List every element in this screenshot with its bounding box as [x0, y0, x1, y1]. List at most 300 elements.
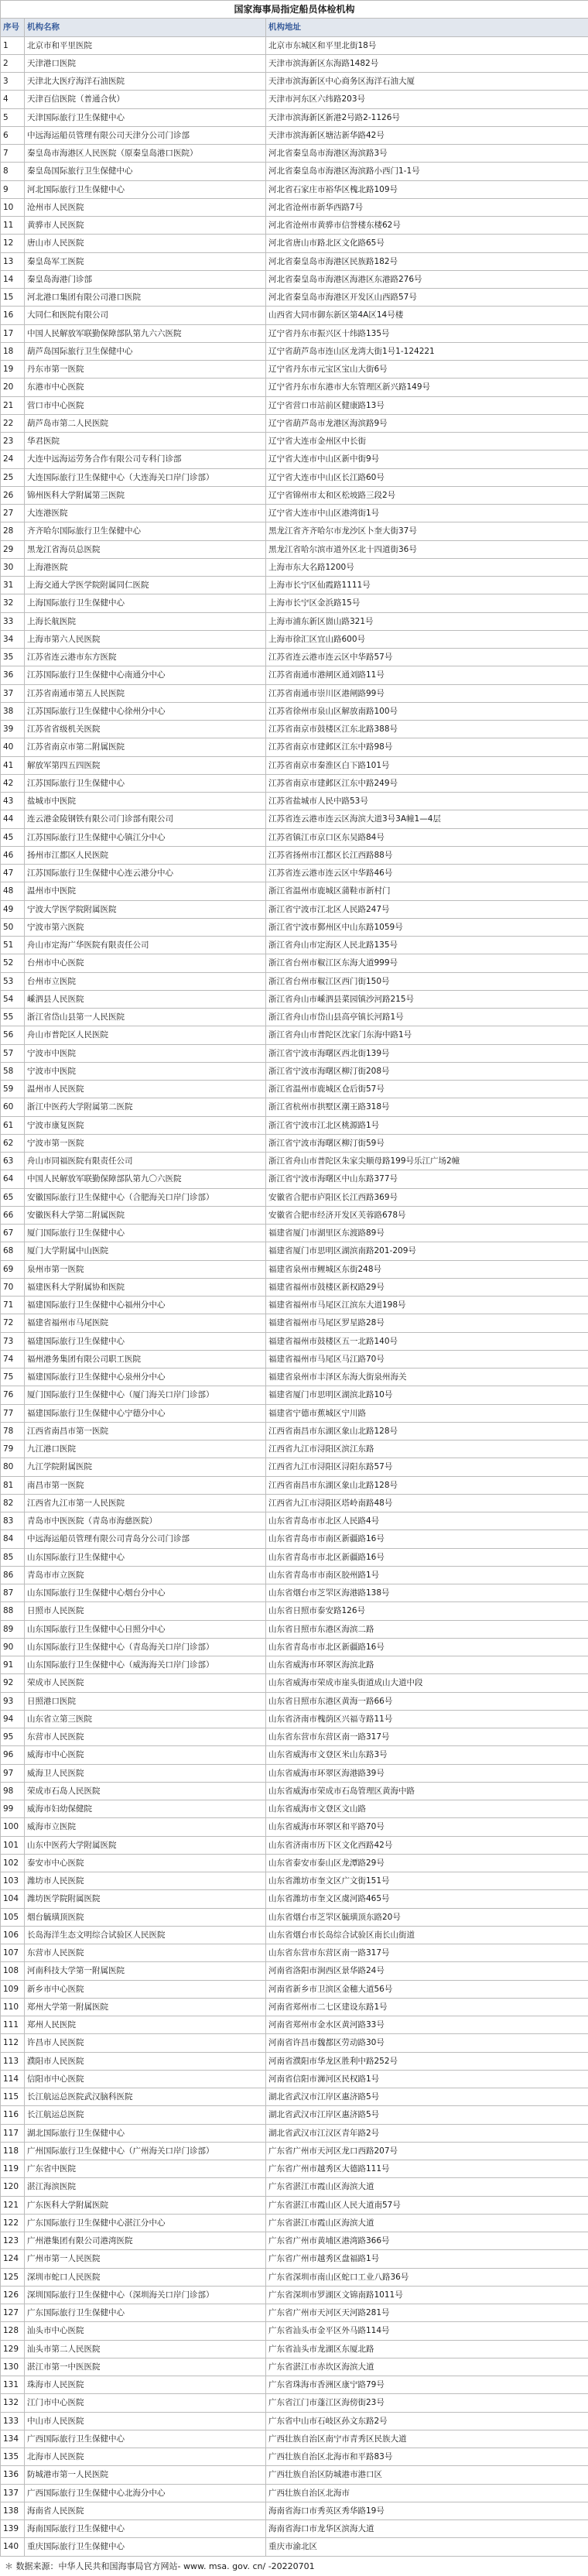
- cell-address: 浙江省宁波市海曙区西北街139号: [266, 1044, 588, 1062]
- cell-no: 94: [1, 1710, 25, 1728]
- cell-address: 山东省青岛市市北区新疆路16号: [266, 1638, 588, 1656]
- cell-address: 山东省威海市文登区米山东路3号: [266, 1746, 588, 1764]
- cell-address: 辽宁省锦州市太和区松坡路三段2号: [266, 486, 588, 504]
- table-row: [1, 126, 588, 144]
- cell-address: 河南省许昌市魏都区劳动路30号: [266, 2034, 588, 2052]
- cell-address: 广东省深圳市南山区蛇口工业八路36号: [266, 2268, 588, 2286]
- cell-name: 河北国际旅行卫生保健中心: [25, 180, 266, 198]
- table-row: [1, 2034, 588, 2052]
- cell-name: 大连中远海运劳务合作有限公司专科门诊部: [25, 450, 266, 468]
- cell-address: 山东省日照市东港区海滨二路: [266, 1620, 588, 1638]
- cell-name: 上海交通大学医学院附属同仁医院: [25, 577, 266, 594]
- cell-no: 28: [1, 522, 25, 540]
- cell-name: 广东医科大学附属医院: [25, 2196, 266, 2214]
- table-row: [1, 163, 588, 180]
- cell-name: 郑州大学第一附属医院: [25, 1998, 266, 2016]
- table-row: [1, 1674, 588, 1692]
- cell-address: 浙江省台州市椒江区东海大道999号: [266, 954, 588, 972]
- cell-name: 山东国际旅行卫生保健中心: [25, 1548, 266, 1566]
- table-row: [1, 1332, 588, 1350]
- cell-name: 福建国际旅行卫生保健中心: [25, 1332, 266, 1350]
- table-row: [1, 1170, 588, 1188]
- cell-name: 台州市中心医院: [25, 954, 266, 972]
- table-row: [1, 1728, 588, 1746]
- cell-no: 123: [1, 2232, 25, 2250]
- cell-no: 17: [1, 324, 25, 342]
- cell-name: 安徽国际旅行卫生保健中心（合肥海关口岸门诊部）: [25, 1188, 266, 1206]
- cell-no: 125: [1, 2268, 25, 2286]
- cell-name: 秦皇岛军工医院: [25, 252, 266, 270]
- cell-no: 90: [1, 1638, 25, 1656]
- cell-name: 丹东市第一医院: [25, 361, 266, 379]
- table-row: [1, 810, 588, 828]
- cell-no: 85: [1, 1548, 25, 1566]
- cell-name: 日照港口医院: [25, 1692, 266, 1710]
- table-row: [1, 1800, 588, 1818]
- cell-address: 山东省东营市东营区南一路317号: [266, 1728, 588, 1746]
- cell-address: 广西壮族自治区北海市: [266, 2484, 588, 2502]
- table-row: [1, 612, 588, 630]
- source-note: ＊ 数据来源：中华人民共和国海事局官方网站- www. msa. gov. cn/ -20220701: [0, 2557, 588, 2576]
- table-row: [1, 1386, 588, 1404]
- table-row: [1, 1116, 588, 1134]
- cell-name: 天津百信医院（普通合伙）: [25, 91, 266, 108]
- cell-address: 广东省湛江市赤坎区海滨大道: [266, 2358, 588, 2376]
- table-row: [1, 54, 588, 72]
- cell-address: 福建省福州市马尾区马江路70号: [266, 1350, 588, 1368]
- cell-address: 广东省广州市天河区龙口西路207号: [266, 2142, 588, 2160]
- cell-no: 4: [1, 91, 25, 108]
- table-row: [1, 2178, 588, 2196]
- cell-address: 重庆市渝北区: [266, 2538, 588, 2556]
- cell-address: 山东省青岛市市南区新疆路16号: [266, 1530, 588, 1548]
- cell-address: 山东省日照市东港区黄海一路66号: [266, 1692, 588, 1710]
- cell-no: 67: [1, 1225, 25, 1242]
- table-row: [1, 1980, 588, 1998]
- table-row: [1, 2538, 588, 2556]
- cell-no: 43: [1, 793, 25, 810]
- table-row: [1, 1476, 588, 1494]
- cell-name: 葫芦岛市第二人民医院: [25, 414, 266, 432]
- cell-no: 80: [1, 1458, 25, 1476]
- cell-name: 上海国际旅行卫生保健中心: [25, 594, 266, 612]
- cell-no: 46: [1, 846, 25, 864]
- table-row: [1, 918, 588, 936]
- cell-name: 汕头市第二人民医院: [25, 2340, 266, 2358]
- cell-address: 江苏省南京市建邺区江东中路249号: [266, 774, 588, 792]
- table-row: [1, 1225, 588, 1242]
- cell-name: 厦门大学附属中山医院: [25, 1242, 266, 1260]
- table-row: [1, 361, 588, 379]
- cell-name: 威海市妇幼保健院: [25, 1800, 266, 1818]
- cell-address: 江西省九江市浔阳区塔岭南路48号: [266, 1494, 588, 1512]
- cell-name: 河北港口集团有限公司港口医院: [25, 289, 266, 307]
- table-row: [1, 235, 588, 252]
- cell-name: 威海市中心医院: [25, 1746, 266, 1764]
- cell-name: 上海长航医院: [25, 612, 266, 630]
- table-row: [1, 2322, 588, 2340]
- table-row: [1, 1854, 588, 1872]
- cell-name: 江苏省南通市第五人民医院: [25, 684, 266, 702]
- cell-address: 广东省深圳市罗湖区文锦南路1011号: [266, 2286, 588, 2304]
- cell-address: 广东省湛江市霞山区海滨大道: [266, 2178, 588, 2196]
- cell-name: 江苏国际旅行卫生保健中心连云港分中心: [25, 865, 266, 882]
- table-row: [1, 1584, 588, 1602]
- cell-no: 49: [1, 900, 25, 918]
- cell-address: 江西省南昌市东湖区象山北路128号: [266, 1422, 588, 1440]
- table-row: [1, 1494, 588, 1512]
- cell-address: 黑龙江省哈尔滨市道外区北十四道街36号: [266, 540, 588, 558]
- cell-no: 51: [1, 937, 25, 954]
- cell-address: 天津市河东区六纬路203号: [266, 91, 588, 108]
- cell-address: 山东省威海市环翠区海滨北路: [266, 1656, 588, 1674]
- table-row: [1, 1260, 588, 1278]
- table-row: [1, 1009, 588, 1026]
- cell-no: 93: [1, 1692, 25, 1710]
- table-row: [1, 522, 588, 540]
- cell-name: 福建国际旅行卫生保健中心福州分中心: [25, 1297, 266, 1314]
- cell-no: 79: [1, 1440, 25, 1458]
- cell-no: 33: [1, 612, 25, 630]
- table-row: [1, 2520, 588, 2538]
- cell-address: 广西壮族自治区防城港市港口区: [266, 2466, 588, 2484]
- cell-address: 海南省海口市龙华区滨海大道: [266, 2520, 588, 2538]
- cell-name: 九江学院附属医院: [25, 1458, 266, 1476]
- cell-name: 福建国际旅行卫生保健中心宁德分中心: [25, 1404, 266, 1422]
- cell-address: 山东省潍坊市奎文区广文街151号: [266, 1872, 588, 1890]
- cell-no: 133: [1, 2412, 25, 2430]
- cell-name: 威海市立医院: [25, 1818, 266, 1836]
- table-row: [1, 1098, 588, 1116]
- table-row: [1, 1206, 588, 1224]
- cell-name: 中山市人民医院: [25, 2412, 266, 2430]
- table-row: [1, 433, 588, 450]
- cell-address: 福建省福州市马尾区江滨东大道198号: [266, 1297, 588, 1314]
- cell-no: 5: [1, 108, 25, 126]
- cell-address: 河北省秦皇岛市海港区海港区东港路276号: [266, 270, 588, 288]
- cell-name: 温州市中医院: [25, 882, 266, 900]
- cell-address: 广东省江门市蓬江区海傍街23号: [266, 2394, 588, 2412]
- cell-address: 辽宁省丹东市振兴区十纬路135号: [266, 324, 588, 342]
- cell-address: 河北省唐山市路北区文化路65号: [266, 235, 588, 252]
- table-row: [1, 972, 588, 990]
- cell-name: 九江港口医院: [25, 1440, 266, 1458]
- cell-name: 安徽医科大学第二附属医院: [25, 1206, 266, 1224]
- cell-address: 山东省泰安市泰山区龙潭路29号: [266, 1854, 588, 1872]
- cell-no: 3: [1, 73, 25, 91]
- table-row: [1, 2124, 588, 2142]
- cell-address: 湖北省武汉市江岸区惠济路5号: [266, 2088, 588, 2106]
- cell-no: 35: [1, 649, 25, 666]
- cell-address: 河南省洛阳市涧西区景华路24号: [266, 1962, 588, 1980]
- cell-address: 河北省石家庄市裕华区槐北路109号: [266, 180, 588, 198]
- cell-no: 24: [1, 450, 25, 468]
- table-row: [1, 1926, 588, 1944]
- cell-no: 107: [1, 1944, 25, 1962]
- cell-name: 深圳市蛇口人民医院: [25, 2268, 266, 2286]
- cell-address: 上海市东大名路1200号: [266, 558, 588, 576]
- cell-no: 7: [1, 145, 25, 163]
- cell-name: 福建医科大学附属协和医院: [25, 1278, 266, 1296]
- table-row: [1, 2268, 588, 2286]
- cell-address: 广西壮族自治区南宁市青秀区民族大道: [266, 2430, 588, 2448]
- cell-name: 新乡市中心医院: [25, 1980, 266, 1998]
- cell-no: 18: [1, 342, 25, 360]
- table-row: [1, 721, 588, 738]
- table-row: [1, 289, 588, 307]
- cell-no: 83: [1, 1512, 25, 1530]
- cell-address: 辽宁省营口市站前区健康路13号: [266, 396, 588, 414]
- cell-name: 扬州市江都区人民医院: [25, 846, 266, 864]
- header-address: 机构地址: [266, 19, 588, 36]
- cell-name: 江苏省南京市第二附属医院: [25, 738, 266, 756]
- cell-address: 河北省秦皇岛市海港区开发区山西路57号: [266, 289, 588, 307]
- cell-name: 长江航运总医院: [25, 2106, 266, 2124]
- table-row: [1, 954, 588, 972]
- cell-no: 78: [1, 1422, 25, 1440]
- cell-no: 97: [1, 1764, 25, 1782]
- table-row: [1, 2358, 588, 2376]
- cell-no: 105: [1, 1908, 25, 1926]
- cell-no: 134: [1, 2430, 25, 2448]
- cell-address: 福建省泉州市丰泽区东海大街泉州海关: [266, 1368, 588, 1386]
- table-row: [1, 774, 588, 792]
- table-row: [1, 396, 588, 414]
- cell-address: 上海市徐汇区宜山路600号: [266, 630, 588, 648]
- cell-no: 65: [1, 1188, 25, 1206]
- cell-name: 广州市第一人民医院: [25, 2250, 266, 2268]
- table-row: [1, 2502, 588, 2519]
- cell-name: 山东中医药大学附属医院: [25, 1836, 266, 1854]
- cell-no: 72: [1, 1314, 25, 1332]
- cell-address: 浙江省宁波市江北区桃源路1号: [266, 1116, 588, 1134]
- cell-name: 东营市人民医院: [25, 1944, 266, 1962]
- table-row: [1, 91, 588, 108]
- cell-name: 北海市人民医院: [25, 2448, 266, 2466]
- cell-address: 福建省福州市马尾区罗星路28号: [266, 1314, 588, 1332]
- cell-no: 70: [1, 1278, 25, 1296]
- cell-name: 日照市人民医院: [25, 1602, 266, 1620]
- cell-address: 辽宁省葫芦岛市龙港区海滨路9号: [266, 414, 588, 432]
- cell-name: 福建省福州市马尾医院: [25, 1314, 266, 1332]
- table-row: [1, 1638, 588, 1656]
- table-row: [1, 2286, 588, 2304]
- cell-no: 71: [1, 1297, 25, 1314]
- cell-name: 台州市立医院: [25, 972, 266, 990]
- table-row: [1, 558, 588, 576]
- cell-no: 132: [1, 2394, 25, 2412]
- table-row: [1, 2232, 588, 2250]
- table-row: [1, 1692, 588, 1710]
- table-row: [1, 2142, 588, 2160]
- cell-address: 福建省厦门市思明区湖滨南路201-209号: [266, 1242, 588, 1260]
- table-row: [1, 865, 588, 882]
- cell-no: 37: [1, 684, 25, 702]
- table-row: [1, 1062, 588, 1080]
- cell-address: 福建省厦门市湖里区东渡路89号: [266, 1225, 588, 1242]
- cell-address: 江苏省连云港市连云区海滨大道3号3A幢1—4层: [266, 810, 588, 828]
- table-row: [1, 828, 588, 846]
- cell-name: 潍坊医学院附属医院: [25, 1890, 266, 1908]
- cell-no: 61: [1, 1116, 25, 1134]
- table-row: [1, 2412, 588, 2430]
- cell-no: 29: [1, 540, 25, 558]
- cell-no: 12: [1, 235, 25, 252]
- cell-no: 104: [1, 1890, 25, 1908]
- cell-no: 136: [1, 2466, 25, 2484]
- table-row: [1, 1242, 588, 1260]
- cell-name: 营口市中心医院: [25, 396, 266, 414]
- cell-no: 115: [1, 2088, 25, 2106]
- cell-no: 92: [1, 1674, 25, 1692]
- cell-address: 福建省泉州市鲤城区东街248号: [266, 1260, 588, 1278]
- table-row: [1, 198, 588, 216]
- table-row: [1, 108, 588, 126]
- cell-no: 112: [1, 2034, 25, 2052]
- cell-name: 天津港口医院: [25, 54, 266, 72]
- cell-address: 辽宁省丹东市元宝区宝山大街6号: [266, 361, 588, 379]
- cell-address: 江苏省南京市建邺区江东中路98号: [266, 738, 588, 756]
- cell-name: 重庆国际旅行卫生保健中心: [25, 2538, 266, 2556]
- table-row: [1, 2196, 588, 2214]
- cell-no: 73: [1, 1332, 25, 1350]
- table-row: [1, 649, 588, 666]
- table-row: [1, 1188, 588, 1206]
- table-row: [1, 1278, 588, 1296]
- table-row: [1, 180, 588, 198]
- cell-address: 福建省厦门市思明区湖滨北路10号: [266, 1386, 588, 1404]
- table-row: [1, 36, 588, 54]
- cell-no: 47: [1, 865, 25, 882]
- table-row: [1, 2016, 588, 2034]
- cell-no: 121: [1, 2196, 25, 2214]
- cell-address: 山东省威海市环翠区和平路70号: [266, 1818, 588, 1836]
- cell-address: 福建省福州市鼓楼区五一北路140号: [266, 1332, 588, 1350]
- table-row: [1, 882, 588, 900]
- cell-name: 秦皇岛海港门诊部: [25, 270, 266, 288]
- table-row: [1, 379, 588, 396]
- cell-name: 江苏国际旅行卫生保健中心: [25, 774, 266, 792]
- table-row: [1, 684, 588, 702]
- cell-no: 86: [1, 1566, 25, 1584]
- cell-address: 山东省东营市东营区南一路317号: [266, 1944, 588, 1962]
- cell-no: 82: [1, 1494, 25, 1512]
- cell-no: 100: [1, 1818, 25, 1836]
- cell-no: 101: [1, 1836, 25, 1854]
- cell-no: 11: [1, 217, 25, 235]
- table-row: [1, 2106, 588, 2124]
- cell-no: 9: [1, 180, 25, 198]
- cell-no: 2: [1, 54, 25, 72]
- cell-name: 大连国际旅行卫生保健中心（大连海关口岸门诊部）: [25, 468, 266, 486]
- cell-address: 辽宁省大连市中山区长江路60号: [266, 468, 588, 486]
- cell-name: 天津北大医疗海洋石油医院: [25, 73, 266, 91]
- cell-no: 23: [1, 433, 25, 450]
- cell-name: 华君医院: [25, 433, 266, 450]
- cell-name: 锦州医科大学附属第三医院: [25, 486, 266, 504]
- table-row: [1, 1026, 588, 1044]
- table-row: [1, 1404, 588, 1422]
- table-row: [1, 1782, 588, 1800]
- table-row: [1, 2484, 588, 2502]
- cell-no: 38: [1, 702, 25, 720]
- cell-address: 江苏省徐州市泉山区解放南路100号: [266, 702, 588, 720]
- cell-name: 泰安市中心医院: [25, 1854, 266, 1872]
- cell-no: 57: [1, 1044, 25, 1062]
- cell-address: 山东省青岛市市北区新疆路16号: [266, 1548, 588, 1566]
- cell-name: 舟山市定海广华医院有限责任公司: [25, 937, 266, 954]
- cell-name: 温州市人民医院: [25, 1081, 266, 1098]
- cell-no: 91: [1, 1656, 25, 1674]
- cell-name: 荣成市人民医院: [25, 1674, 266, 1692]
- table-row: [1, 2160, 588, 2178]
- cell-no: 120: [1, 2178, 25, 2196]
- cell-address: 湖北省武汉市江汉区青年路2号: [266, 2124, 588, 2142]
- table-row: [1, 1710, 588, 1728]
- cell-no: 1: [1, 36, 25, 54]
- header-no: 序号: [1, 19, 25, 36]
- cell-name: 浙江中医药大学附属第二医院: [25, 1098, 266, 1116]
- table-row: [1, 1602, 588, 1620]
- cell-no: 14: [1, 270, 25, 288]
- cell-no: 130: [1, 2358, 25, 2376]
- table-row: [1, 937, 588, 954]
- cell-name: 天津国际旅行卫生保健中心: [25, 108, 266, 126]
- cell-address: 广东省中山市石岐区孙文东路2号: [266, 2412, 588, 2430]
- cell-no: 60: [1, 1098, 25, 1116]
- cell-name: 大连港医院: [25, 505, 266, 522]
- table-row: [1, 2250, 588, 2268]
- cell-no: 32: [1, 594, 25, 612]
- cell-name: 广州国际旅行卫生保健中心（广州海关口岸门诊部）: [25, 2142, 266, 2160]
- cell-name: 许昌市人民医院: [25, 2034, 266, 2052]
- cell-name: 厦门国际旅行卫生保健中心（厦门海关口岸门诊部）: [25, 1386, 266, 1404]
- cell-no: 89: [1, 1620, 25, 1638]
- cell-address: 河北省沧州市黄骅市信誉楼东楼62号: [266, 217, 588, 235]
- cell-name: 秦皇岛国际旅行卫生保健中心: [25, 163, 266, 180]
- table-row: [1, 1134, 588, 1152]
- table-row: [1, 1350, 588, 1368]
- cell-no: 117: [1, 2124, 25, 2142]
- cell-name: 威海卫人民医院: [25, 1764, 266, 1782]
- cell-name: 沧州市人民医院: [25, 198, 266, 216]
- cell-no: 75: [1, 1368, 25, 1386]
- table-row: [1, 594, 588, 612]
- cell-no: 19: [1, 361, 25, 379]
- cell-no: 30: [1, 558, 25, 576]
- table-row: [1, 2430, 588, 2448]
- cell-no: 39: [1, 721, 25, 738]
- table-row: [1, 1746, 588, 1764]
- table-row: [1, 2052, 588, 2070]
- table-row: [1, 2394, 588, 2412]
- table-row: [1, 1872, 588, 1890]
- cell-name: 青岛市市立医院: [25, 1566, 266, 1584]
- cell-no: 81: [1, 1476, 25, 1494]
- cell-no: 111: [1, 2016, 25, 2034]
- cell-no: 131: [1, 2376, 25, 2394]
- cell-no: 41: [1, 756, 25, 774]
- cell-address: 河北省沧州市新华西路7号: [266, 198, 588, 216]
- cell-name: 江苏国际旅行卫生保健中心徐州分中心: [25, 702, 266, 720]
- cell-no: 138: [1, 2502, 25, 2519]
- table-row: [1, 540, 588, 558]
- cell-name: 海南省人民医院: [25, 2502, 266, 2519]
- table-row: [1, 2376, 588, 2394]
- cell-name: 解放军第四五四医院: [25, 756, 266, 774]
- cell-no: 48: [1, 882, 25, 900]
- cell-address: 上海市长宁区仙霞路1111号: [266, 577, 588, 594]
